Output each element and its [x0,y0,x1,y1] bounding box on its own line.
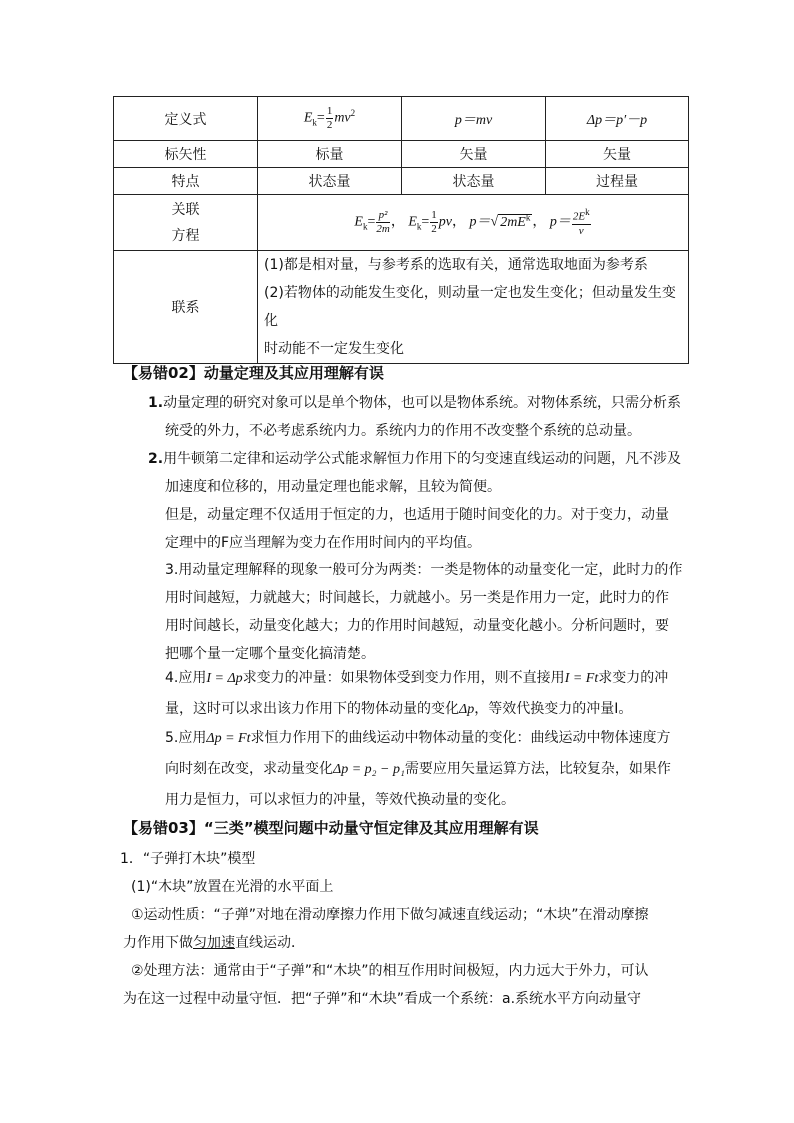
p-definition-formula [402,97,546,141]
impulse-formula-ft: I = Ft [564,671,599,686]
point1-line2: 统受的外力，不必考虑系统内力。系统内力的作用不改变整个系统的总动量。 [165,423,641,439]
row-label-definition: 定义式 [114,97,258,141]
point3-line2: 用时间越短，力就越大；时间越长，力就越小。另一类是作用力一定，此时力的作 [165,590,669,606]
f4-denominator-text: v [578,224,584,237]
point4-prefix: 4.应用 [165,670,207,686]
impulse-formula-dp: I = Δp [206,671,243,686]
point5-prefix: 5.应用 [165,730,207,746]
point3-line4: 把哪个量一定哪个量变化搞清楚。 [165,646,375,662]
f3-radicand-sup: k [525,212,531,223]
f4-denominator [572,225,591,237]
relation-label-line2: 方程 [171,227,200,244]
f4-fraction [572,208,591,237]
section2-point-3 [148,556,696,668]
point2-line4: 定理中的F应当理解为变力在作用时间内的平均值。 [165,535,482,551]
point5-line2-suffix: 需要应用矢量运算方法，比较复杂，如果作 [404,761,671,777]
section2-point-5 [148,723,696,815]
point2-text1: 用牛顿第二定律和运动学公式能求解恒力作用下的匀变速直线运动的问题，凡不涉及 [163,451,682,467]
motion-property-suffix: 直线运动． [235,935,305,951]
feature-cell-dp: 过程量 [546,168,689,195]
ek-equals: = [316,110,325,126]
formula-dp-p2-p1: Δp = p₂ − p₁ [333,762,405,777]
dp-definition-text: Δp＝p′－p [586,112,648,128]
f3-radicand [498,214,532,230]
relation-formulas [258,195,689,251]
separator: ， [452,214,466,230]
p-definition-text: p＝mv [454,112,493,128]
point5-line2-text: 向时刻在改变，求动量变化 [165,761,333,777]
ek-symbol: E [303,110,313,126]
f2-fraction [430,210,438,235]
section2-point-2 [148,445,696,557]
f1-numerator: p² [376,210,389,223]
vector-cell-p: 矢量 [402,141,546,168]
section-heading-mistake-02: 【易错02】动量定理及其应用理解有误 [123,364,384,382]
f4-symbol: p＝ [549,214,571,230]
f1-equals: = [367,214,376,230]
point4-line2-suffix: ，等效代换变力的冲量I。 [474,701,633,717]
relation-label-line1: 关联 [171,201,200,218]
point5-line2 [148,754,696,785]
vector-cell-ek: 标量 [258,141,402,168]
f2-equals: = [421,214,430,230]
point2-line1 [148,445,696,473]
section3-item-1 [120,845,701,1013]
point4-line2 [148,694,696,725]
section-heading-mistake-03: 【易错03】“三类”模型问题中动量守恒定律及其应用理解有误 [123,819,539,837]
f4-numerator-text: 2E [572,210,586,223]
point2-number: 2. [148,451,164,467]
method-line1: ②处理方法：通常由于“子弹”和“木块”的相互作用时间极短，内力远大于外力，可认 [131,963,649,979]
point3-line1: 3.用动量定理解释的现象一般可分为两类：一类是物体的动量变化一定，此时力的作 [165,562,683,578]
separator: ， [390,214,405,230]
point3-line3: 用时间越长，动量变化越大；力的作用时间越短，动量变化越小。分析问题时，要 [165,618,669,634]
section2-point-1 [148,389,696,445]
f2-numerator: 1 [431,209,437,221]
point4-text: 求变力的冲量：如果物体受到变力作用，则不直接用 [242,670,565,686]
point4-line1 [148,663,696,694]
point2-line3: 但是，动量定理不仅适用于恒定的力，也适用于随时间变化的力。对于变力，动量 [165,507,669,523]
sqrt-icon: √ [490,214,499,230]
feature-cell-p: 状态量 [402,168,546,195]
table-row-feature [114,168,689,195]
table-row-relation [114,195,689,251]
item1-subtitle: (1)“木块”放置在光滑的水平面上 [131,879,334,895]
motion-property-line2 [123,929,701,957]
item1-title: 1．“子弹打木块”模型 [120,851,256,867]
ek-definition-formula [258,97,402,141]
point4-suffix: 求变力的冲 [598,670,669,686]
link-line1: (1)都是相对量，与参考系的选取有关，通常选取地面为参考系 [264,257,648,273]
f4-numerator-sup: k [585,207,590,218]
f3-symbol: p＝ [469,214,491,230]
motion-property-text: 力作用下做 [123,935,193,951]
point5-line1 [148,723,696,754]
motion-property-line1: ①运动性质：“子弹”对地在滑动摩擦力作用下做匀减速直线运动；“木块”在滑动摩擦 [131,907,649,923]
point1-line1 [148,389,696,417]
table-row-vector [114,141,689,168]
point1-number: 1. [148,395,164,411]
momentum-kinetic-energy-table [113,96,689,364]
f4-numerator [572,208,591,225]
row-label-link: 联系 [114,251,258,364]
f3-radicand-text: 2mE [500,214,526,230]
half-fraction [326,106,334,131]
feature-cell-ek: 状态量 [258,168,402,195]
ek-mv: mv [334,110,351,126]
link-line3: 时动能不一定发生变化 [264,341,404,357]
link-line2: (2)若物体的动能发生变化，则动量一定也发生变化；但动量发生变化 [264,285,676,329]
section2-point-4 [148,663,696,725]
f2-pv: pv [438,214,452,230]
point5-text: 求恒力作用下的曲线运动中物体动量的变化：曲线运动中物体速度方 [250,730,671,746]
point1-text1: 动量定理的研究对象可以是单个物体，也可以是物体系统。对物体系统，只需分析系 [163,395,682,411]
formula-dp-ft: Δp = Ft [206,731,251,746]
link-cell [258,251,689,364]
point2-line2: 加速度和位移的，用动量定理也能求解，且较为简便。 [165,479,501,495]
vector-cell-dp: 矢量 [546,141,689,168]
table-row-link [114,251,689,364]
half-denominator: 2 [326,119,333,131]
f2-subscript: k [416,221,422,232]
row-label-vector: 标矢性 [114,141,258,168]
dp-definition-formula [546,97,689,141]
f2-denominator: 2 [431,223,437,235]
method-line2: 为在这一过程中动量守恒．把“子弹”和“木块”看成一个系统：a.系统水平方向动量守 [123,991,642,1007]
f1-denominator: 2m [376,223,390,235]
f1-symbol: E [354,214,363,230]
row-label-relation [114,195,258,251]
underlined-uniform-acceleration: 匀加速 [193,935,235,951]
separator: ， [532,214,547,230]
row-label-feature: 特点 [114,168,258,195]
f1-subscript: k [362,221,368,232]
half-numerator: 1 [326,105,333,117]
ek-power: 2 [350,108,356,119]
point4-line2-text: 量，这时可以求出该力作用下的物体动量的变化 [165,701,459,717]
f1-fraction [376,210,389,235]
ek-subscript: k [312,117,317,128]
table-row-definition [114,97,689,141]
f2-symbol: E [408,214,417,230]
momentum-change-symbol: Δp [459,702,475,717]
point5-line3: 用力是恒力，可以求恒力的冲量，等效代换动量的变化。 [165,792,515,808]
